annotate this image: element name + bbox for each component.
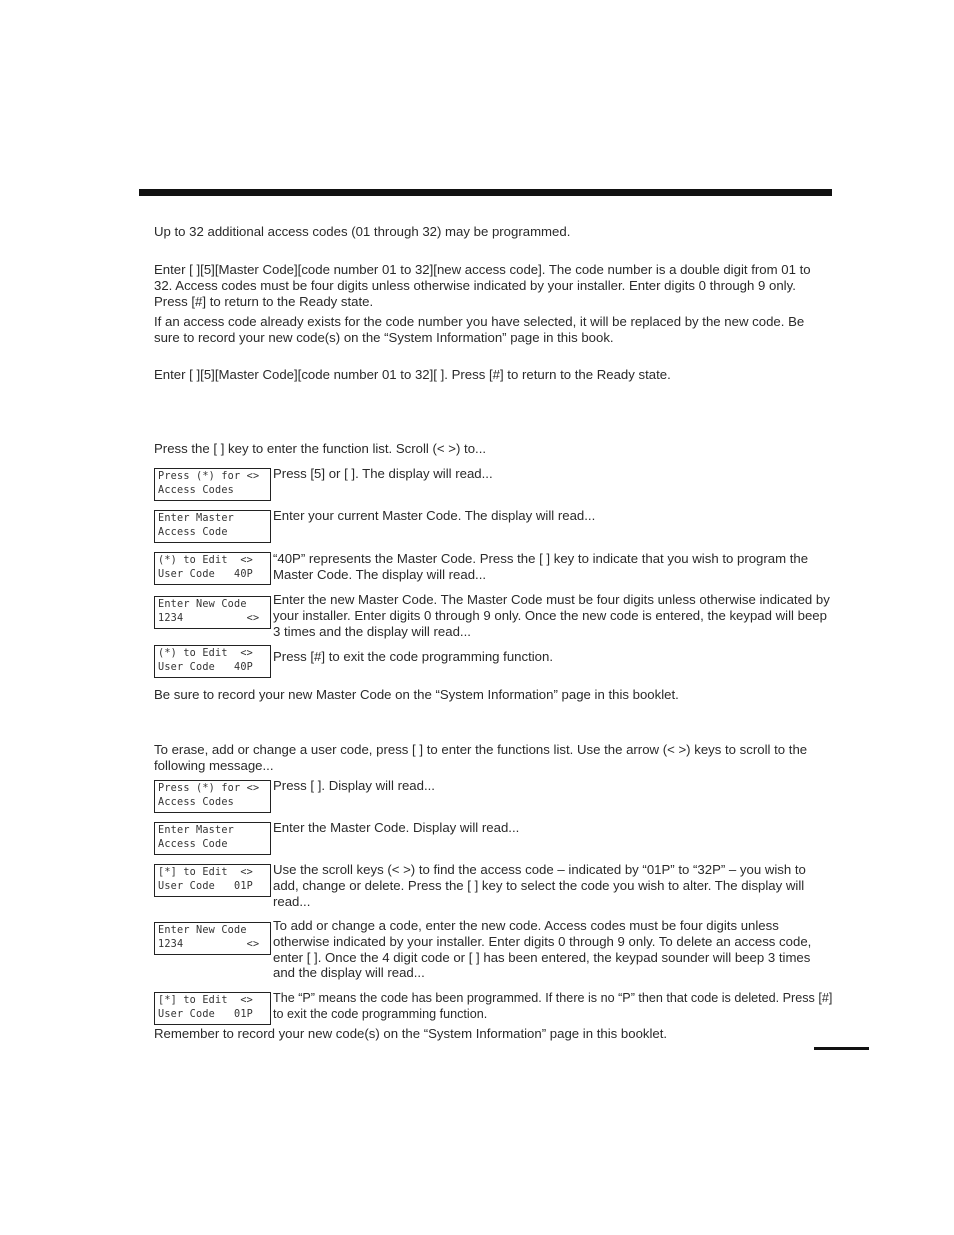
lcd-line-1: (*) to Edit <> (158, 648, 254, 659)
lcd-display (154, 596, 271, 629)
lcd-line-1: Enter New Code (158, 925, 247, 936)
lcd-line-2: User Code 01P (158, 1008, 254, 1020)
lcd-display (154, 992, 271, 1025)
header-rule (139, 189, 832, 196)
lcd-display (154, 922, 271, 955)
lcd-line-1: [*] to Edit <> (158, 995, 254, 1006)
step-description: Enter the Master Code. Display will read... (273, 820, 520, 835)
lcd-line-2: 1234 <> (158, 612, 260, 624)
lcd-line-2: 1234 <> (158, 938, 260, 950)
step-description: Press [ ]. Display will read... (273, 778, 435, 793)
lcd-line-1: Enter Master (158, 513, 235, 524)
step-description: “40P” represents the Master Code. Press the [ ] key to indicate that you wish to program the Master Code. The display will read... (273, 551, 809, 582)
lcd-line-1: [*] to Edit <> (158, 867, 254, 878)
lcd-line-2: Access Code (158, 838, 228, 850)
lcd-display (154, 822, 271, 855)
program-note: If an access code already exists for the code number you have selected, it will be replaced by the new code. Be sure to record your new code(s) on the “System Information” page in this book. (154, 314, 805, 345)
master-intro: Press the [ ] key to enter the function list. Scroll (< >) to... (154, 441, 487, 456)
user-note: Remember to record your new code(s) on the “System Information” page in this booklet. (154, 1026, 668, 1041)
lcd-display (154, 468, 271, 501)
lcd-line-2: User Code 01P (158, 880, 254, 892)
lcd-display (154, 780, 271, 813)
lcd-line-1: Enter Master (158, 825, 235, 836)
step-description: Enter the new Master Code. The Master Code must be four digits unless otherwise indicated by your installer. Enter digits 0 through 9 only. Once the new code is entered, the keypad will beep 3 times and the display will read... (273, 592, 830, 639)
lcd-display (154, 864, 271, 897)
lcd-line-2: Access Codes (158, 484, 235, 496)
step-description: Press [5] or [ ]. The display will read... (273, 466, 493, 481)
lcd-display (154, 645, 271, 678)
lcd-line-1: Press (*) for <> (158, 471, 260, 482)
step-description: Press [#] to exit the code programming function. (273, 649, 554, 664)
program-paragraph: Enter [ ][5][Master Code][code number 01 to 32][new access code]. The code number is a double digit from 01 to 32. Access codes must be four digits unless otherwise indicated by your installer. Enter digits 0 through 9 only. Press [#] to return to the Ready state. (154, 262, 811, 309)
lcd-line-2: User Code 40P (158, 568, 254, 580)
intro-text: Up to 32 additional access codes (01 through 32) may be programmed. (154, 224, 571, 239)
master-note: Be sure to record your new Master Code on the “System Information” page in this booklet. (154, 687, 679, 702)
lcd-line-1: Enter New Code (158, 599, 247, 610)
step-description: To add or change a code, enter the new code. Access codes must be four digits unless otherwise indicated by your installer. Enter digits 0 through 9 only. To delete an access code, enter [ ]. Once the 4 digit code or [ ] has been entered, the keypad sounder will beep 3 times and the display will read... (273, 918, 812, 981)
step-description: The “P” means the code has been programmed. If there is no “P” then that code is deleted. Press [#] to exit the code programming function. (273, 991, 833, 1021)
lcd-display (154, 552, 271, 585)
lcd-line-2: Access Code (158, 526, 228, 538)
erase-paragraph: Enter [ ][5][Master Code][code number 01 to 32][ ]. Press [#] to return to the Ready state. (154, 367, 671, 382)
lcd-display (154, 510, 271, 543)
lcd-line-1: (*) to Edit <> (158, 555, 254, 566)
lcd-line-2: Access Codes (158, 796, 235, 808)
footer-rule (814, 1047, 869, 1050)
step-description: Enter your current Master Code. The display will read... (273, 508, 596, 523)
user-intro: To erase, add or change a user code, press [ ] to enter the functions list. Use the arrow (< >) keys to scroll to the following message... (154, 742, 808, 773)
lcd-line-2: User Code 40P (158, 661, 254, 673)
step-description: Use the scroll keys (< >) to find the access code – indicated by “01P” to “32P” – you wish to add, change or delete. Press the [ ] key to select the code you wish to alter. The display will read... (273, 862, 806, 909)
lcd-line-1: Press (*) for <> (158, 783, 260, 794)
